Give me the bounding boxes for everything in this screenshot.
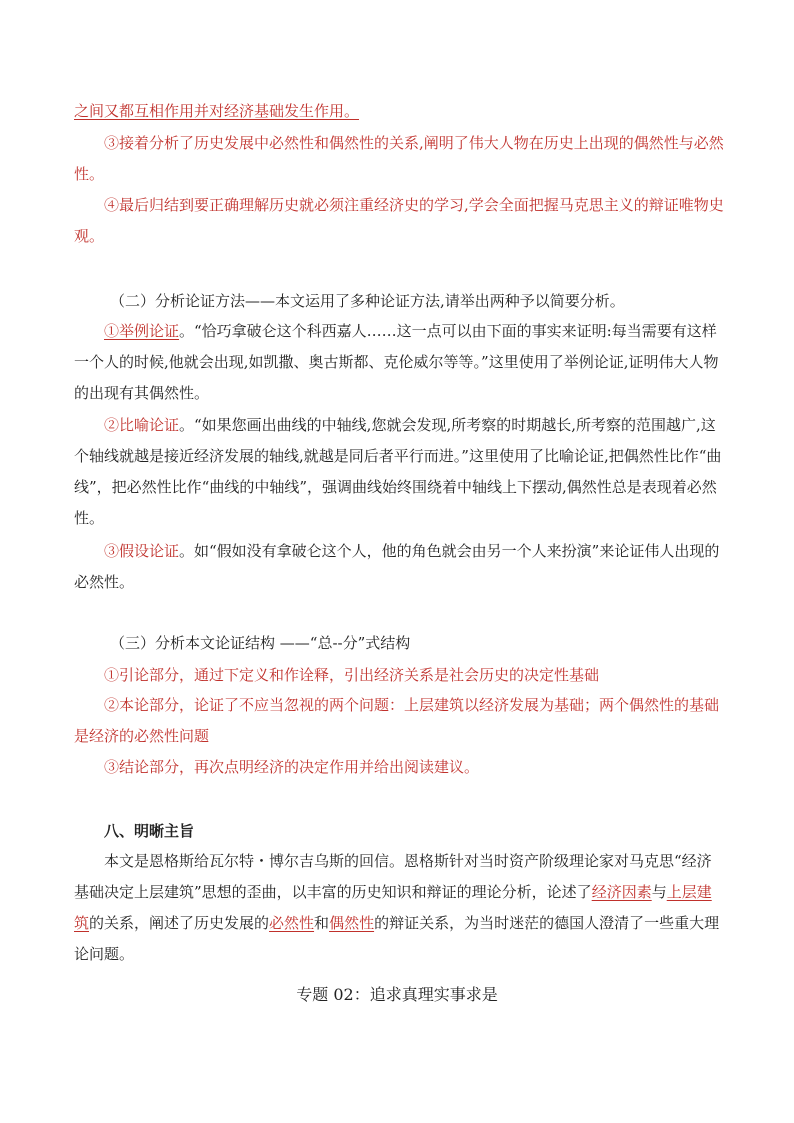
section-2-item-2 (74, 410, 724, 534)
item-1-label: ①举例论证 (104, 322, 180, 340)
topic-title: 专题 02：追求真理实事求是 (296, 985, 498, 1004)
section-3-item-1: ①引论部分，通过下定义和作诠释，引出经济关系是社会历史的决定性基础 (104, 666, 600, 684)
section-3-item-2: ②本论部分，论证了不应当忽视的两个问题：上层建筑以经济发展为基础；两个偶然性的基础是经济的必然性问题 (74, 696, 720, 745)
term-necessity: 必然性 (269, 914, 315, 932)
term-superstructure: 上层建筑 (74, 883, 712, 932)
section-2-item-1 (74, 316, 724, 409)
item-1-text: 。“恰巧拿破仑这个科西嘉人……这一点可以由下面的事实来证明:每当需要有这样一个人的时候,他就会出现,如凯撒、奥古斯都、克伦威尔等等。”这里使用了举例论证,证明伟大人物的出现有其偶然性。 (74, 322, 719, 402)
paragraph-point-4: ④最后归结到要正确理解历史就必须注重经济史的学习,学会全面把握马克思主义的辩证唯物史观。 (74, 196, 724, 245)
item-2-text: 。“如果您画出曲线的中轴线,您就会发现,所考察的时期越长,所考察的范围越广,这个轴线就越是接近经济发展的轴线,就越是同后者平行而进。”这里使用了比喻论证,把偶然性比作“曲线”，把必然性比作“曲线的中轴线”，强调曲线始终围绕着中轴线上下摆动,偶然性总是表现着必然性。 (74, 416, 722, 527)
item-2-label: ②比喻论证 (104, 416, 180, 434)
term-contingency: 偶然性 (329, 914, 375, 932)
section-3-heading: （三）分析本文论证结构 ——“总--分”式结构 (110, 634, 411, 652)
item-3-label: ③假设论证 (104, 542, 180, 560)
section-3-item-3: ③结论部分，再次点明经济的决定作用并给出阅读建议。 (104, 758, 480, 776)
paragraph-continuation (74, 96, 724, 127)
term-economic-factors: 经济因素 (591, 883, 652, 901)
section-2-item-3 (74, 536, 724, 598)
section-2-heading: （二）分析论证方法——本文运用了多种论证方法,请举出两种予以简要分析。 (110, 292, 625, 310)
underlined-text: 之间又都互相作用并对经济基础发生作用。 (74, 102, 360, 120)
paragraph-point-3: ③接着分析了历史发展中必然性和偶然性的关系,阐明了伟大人物在历史上出现的偶然性与必然性。 (74, 134, 724, 183)
section-8-body: 本文是恩格斯给瓦尔特・博尔吉乌斯的回信。恩格斯针对当时资产阶级理论家对马克思“经济基础决定上层建筑”思想的歪曲，以丰富的历史知识和辩证的理论分析，论述了经济因素与上层建筑的关系，阐述了历史发展的必然性和偶然性的辩证关系，为当时迷茫的德国人澄清了一些重大理论问题。 (74, 852, 720, 963)
section-8-heading: 八、明晰主旨 (104, 822, 195, 840)
item-3-text: 。如“假如没有拿破仑这个人，他的角色就会由另一个人来扮演”来论证伟人出现的必然性。 (74, 542, 720, 591)
